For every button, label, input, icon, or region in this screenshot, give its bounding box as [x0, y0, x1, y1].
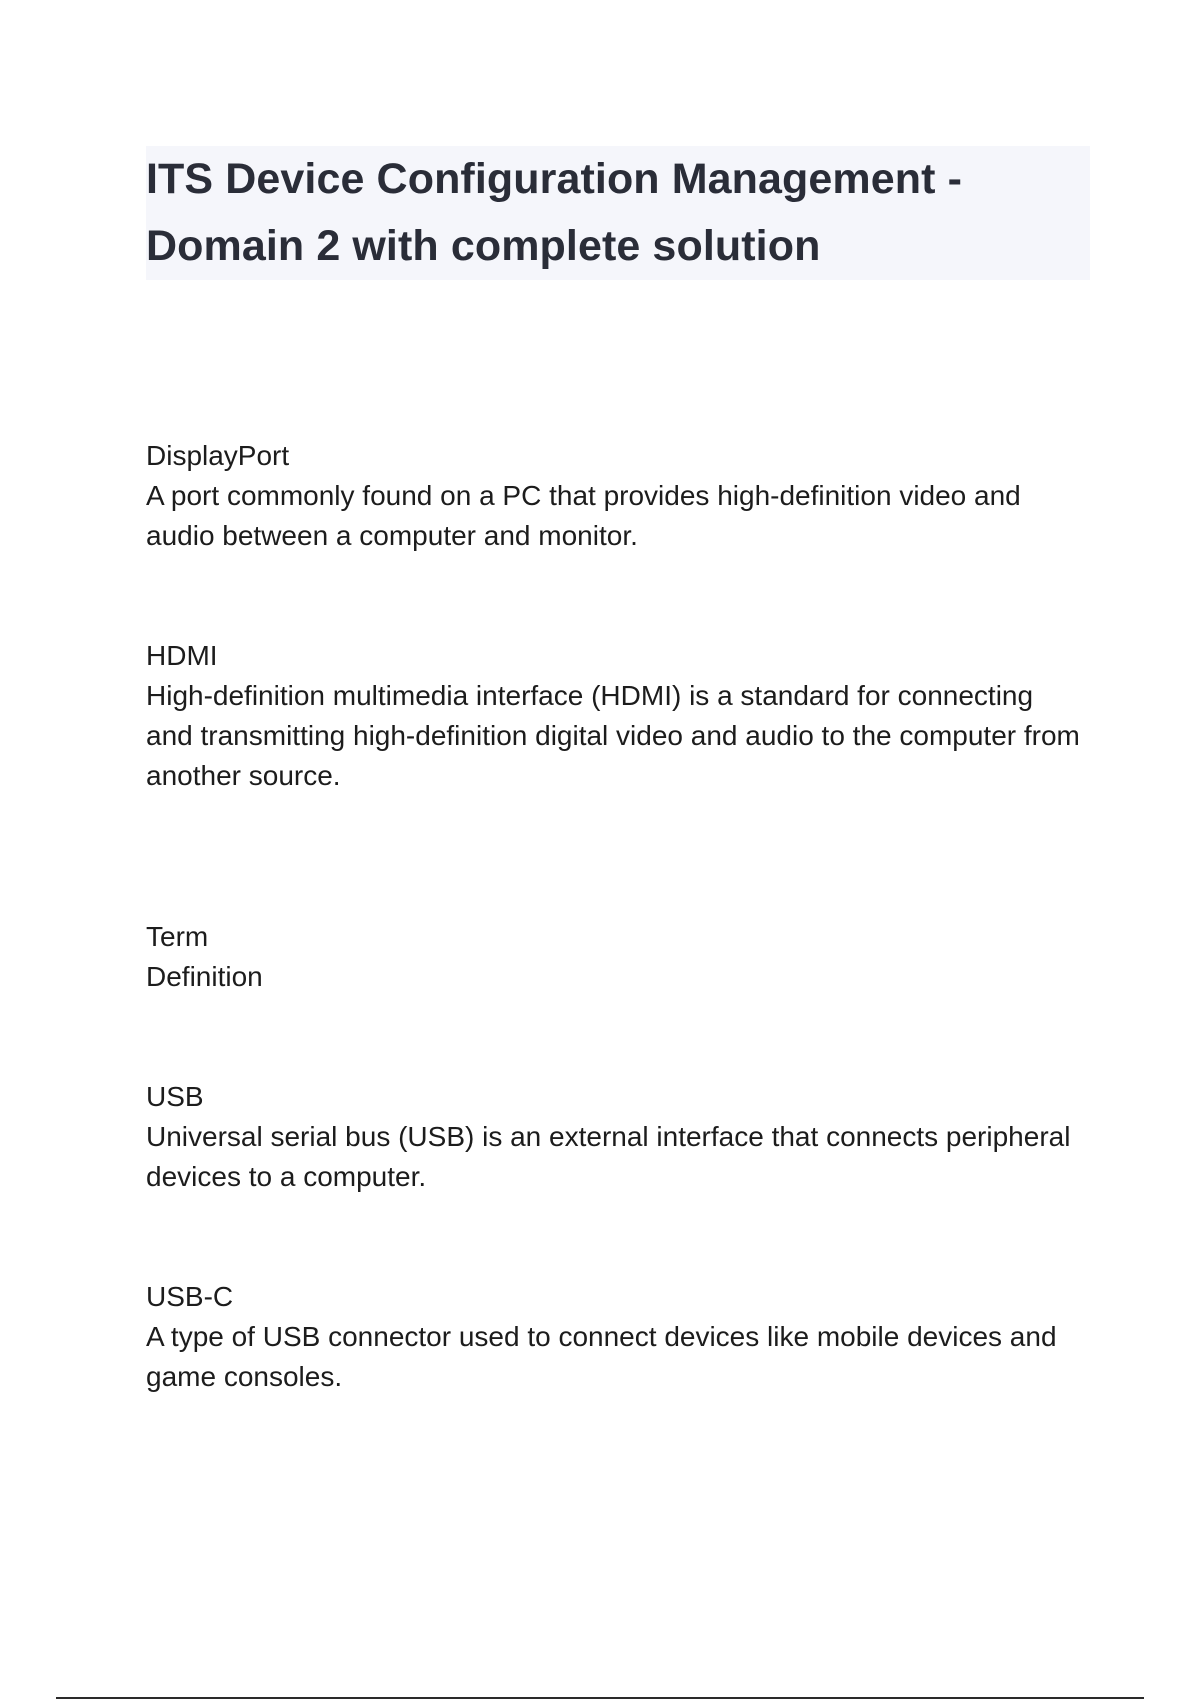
- page-title: ITS Device Configuration Management - Domain 2 with complete solution: [146, 155, 963, 270]
- flashcard-entry: [146, 436, 1086, 556]
- flashcard-entry: [146, 917, 1086, 997]
- definition: A port commonly found on a PC that provides high-definition video and audio between a computer and monitor.: [146, 480, 1021, 551]
- definition: Definition: [146, 961, 263, 992]
- title-banner: [146, 146, 1090, 280]
- footer-divider: [56, 1697, 1144, 1699]
- flashcard-entry: [146, 636, 1086, 796]
- definition: A type of USB connector used to connect devices like mobile devices and game consoles.: [146, 1321, 1057, 1392]
- definition: Universal serial bus (USB) is an external interface that connects peripheral devices to a computer.: [146, 1121, 1071, 1192]
- flashcard-entry: [146, 1277, 1086, 1397]
- term: Term: [146, 921, 209, 952]
- term: USB-C: [146, 1281, 234, 1312]
- term: USB: [146, 1081, 204, 1112]
- flashcard-entry: [146, 1077, 1086, 1197]
- term: DisplayPort: [146, 440, 290, 471]
- definition: High-definition multimedia interface (HDMI) is a standard for connecting and transmitting high-definition digital video and audio to the computer from another source.: [146, 680, 1080, 791]
- term: HDMI: [146, 640, 218, 671]
